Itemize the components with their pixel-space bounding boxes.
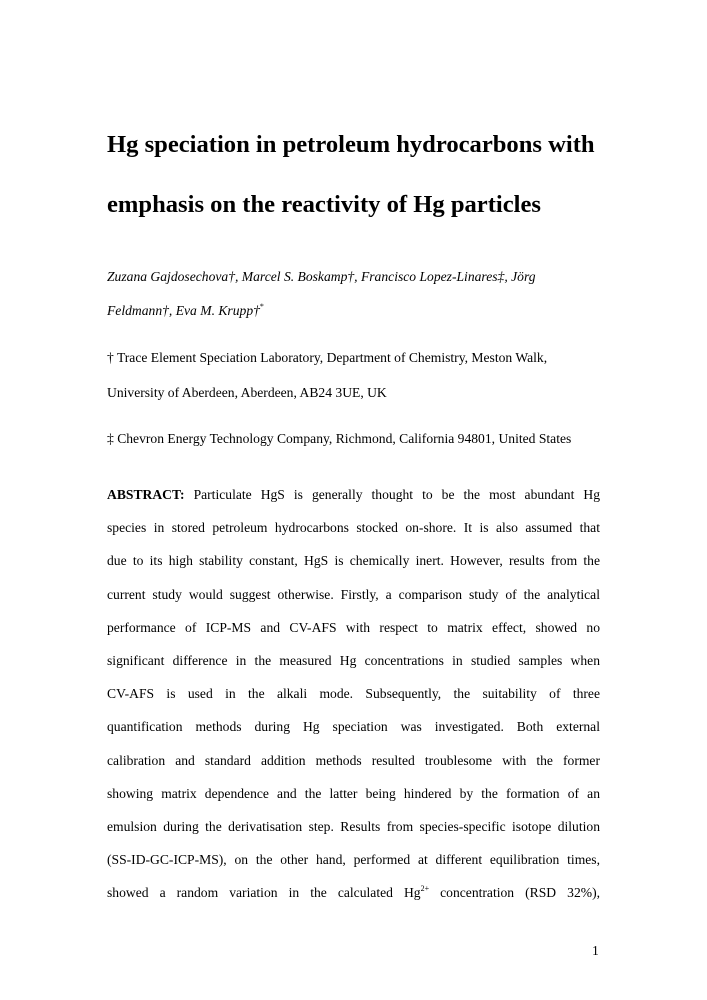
abstract-line: CV-AFS is used in the alkali mode. Subsequently, the suitability of three — [107, 686, 600, 702]
abstract-word: random — [176, 885, 219, 901]
author-list-line-1: Zuzana Gajdosechova†, Marcel S. Boskamp†, Francisco Lopez-Linares‡, Jörg — [107, 269, 536, 284]
abstract-line: due to its high stability constant, HgS is chemically inert. However, results from the — [107, 553, 600, 569]
author-names: Feldmann†, Eva M. Krupp† — [107, 303, 260, 318]
abstract-line: performance of ICP-MS and CV-AFS with respect to matrix effect, showed no — [107, 619, 600, 635]
abstract-text: Particulate HgS is generally thought to be the most abundant Hg — [193, 487, 600, 502]
abstract-line: showing matrix dependence and the latter being hindered by the formation of an — [107, 785, 600, 801]
affiliation-1-line-2: University of Aberdeen, Aberdeen, AB24 3UE, UK — [107, 385, 387, 400]
mercury-symbol: Hg — [403, 885, 421, 901]
abstract-line: emulsion during the derivatisation step. Results from species-specific isotope dilution — [107, 818, 600, 834]
paper-title-line-2: emphasis on the reactivity of Hg particles — [107, 191, 541, 218]
abstract-word: (RSD — [525, 885, 557, 901]
abstract-word: the — [310, 885, 327, 901]
abstract-line: current study would suggest otherwise. Firstly, a comparison study of the analytical — [107, 586, 600, 602]
abstract-line — [107, 478, 600, 511]
affiliation-1-line-1: † Trace Element Speciation Laboratory, Department of Chemistry, Meston Walk, — [107, 350, 548, 365]
abstract-line: significant difference in the measured Hg concentrations in studied samples when — [107, 652, 600, 668]
abstract — [107, 478, 600, 909]
abstract-word: a — [159, 885, 166, 901]
abstract-word: concentration — [440, 885, 515, 901]
page-number: 1 — [592, 943, 599, 958]
paper-title-line-1: Hg speciation in petroleum hydrocarbons with — [107, 131, 595, 158]
abstract-word: calculated — [337, 885, 393, 901]
abstract-word: in — [288, 885, 300, 901]
author-list-line-2 — [107, 302, 264, 320]
abstract-line: species in stored petroleum hydrocarbons stocked on-shore. It is also assumed that — [107, 520, 600, 536]
abstract-label: ABSTRACT: — [107, 487, 185, 502]
abstract-line: quantification methods during Hg speciation was investigated. Both external — [107, 719, 600, 735]
abstract-line: (SS-ID-GC-ICP-MS), on the other hand, performed at different equilibration times, — [107, 852, 600, 868]
abstract-word: showed — [107, 885, 149, 901]
abstract-line: calibration and standard addition methods resulted troublesome with the former — [107, 752, 600, 768]
abstract-word: variation — [229, 885, 278, 901]
abstract-line — [107, 876, 600, 909]
affiliation-2: ‡ Chevron Energy Technology Company, Richmond, California 94801, United States — [107, 431, 572, 446]
corresponding-author-mark: * — [259, 302, 264, 311]
ion-charge: 2+ — [420, 884, 430, 894]
abstract-word: 32%), — [567, 885, 600, 901]
mercury-ion — [404, 876, 429, 909]
